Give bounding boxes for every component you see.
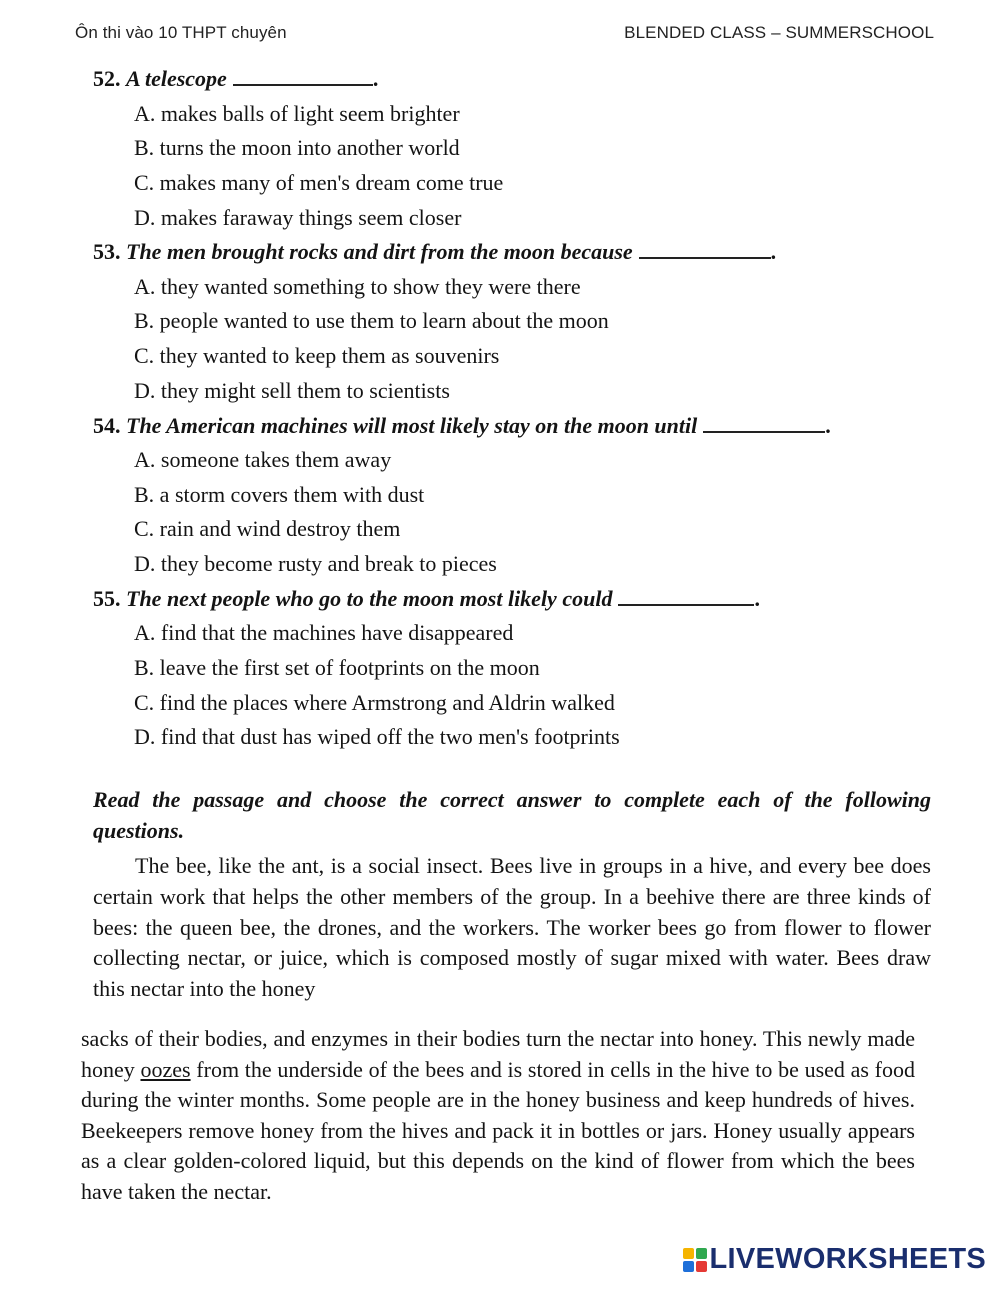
- option-c: C. they wanted to keep them as souvenirs: [134, 343, 500, 369]
- question-stem: [93, 62, 953, 97]
- option-b: B. turns the moon into another world: [134, 135, 460, 161]
- logo-square: [696, 1248, 707, 1259]
- passage-paragraph-2: [81, 1024, 915, 1208]
- option-a: A. they wanted something to show they were there: [134, 273, 581, 299]
- question-number: 55.: [93, 585, 121, 611]
- question-stem: [93, 409, 953, 444]
- option-d: D. they become rusty and break to pieces: [134, 551, 497, 577]
- question-text: The next people who go to the moon most likely could: [126, 585, 613, 611]
- logo-square: [696, 1261, 707, 1272]
- logo-text: LIVEWORKSHEETS: [709, 1243, 986, 1275]
- question-number: 52.: [93, 66, 121, 91]
- answer-blank: [618, 587, 754, 606]
- option-d: D. makes faraway things seem closer: [134, 204, 462, 230]
- header-course-title: Ôn thi vào 10 THPT chuyên: [75, 23, 287, 42]
- question-list: [93, 62, 953, 755]
- question-text: The men brought rocks and dirt from the moon because: [126, 239, 633, 265]
- question-end: .: [372, 66, 379, 91]
- passage-text: from the underside of the bees and is stored in cells in the hive to be used as food during the winter months. Some people are in the honey business and keep hundreds of hives. Beekeepers remove honey from the hives and pack it in bottles or jars. Honey usually appears as a clear golden-colored liquid, but this depends on the kind of flower from which the bees have taken the nectar.: [81, 1056, 915, 1204]
- option-a: A. find that the machines have disappeared: [134, 620, 514, 646]
- question-end: .: [825, 412, 831, 438]
- underlined-word: oozes: [140, 1056, 191, 1082]
- option-a: A. someone takes them away: [134, 447, 392, 472]
- option-c: C. makes many of men's dream come true: [134, 169, 504, 195]
- question-end: .: [754, 585, 760, 611]
- question-52: [93, 62, 953, 235]
- question-text: A telescope: [126, 66, 227, 91]
- answer-blank: [233, 67, 373, 86]
- answer-blank: [639, 240, 771, 259]
- option-c: C. rain and wind destroy them: [134, 516, 401, 542]
- logo-mark-icon: [683, 1248, 707, 1272]
- question-text: The American machines will most likely stay on the moon until: [126, 412, 698, 438]
- question-53: [93, 235, 953, 408]
- passage-text: sacks of their bodies, and enzymes in their bodies turn the nectar into honey. This newly made honey: [81, 1026, 915, 1082]
- question-end: .: [770, 239, 777, 265]
- option-d: D. find that dust has wiped off the two men's footprints: [134, 724, 620, 750]
- question-54: [93, 409, 953, 582]
- option-b: B. people wanted to use them to learn about the moon: [134, 308, 609, 334]
- liveworksheets-logo: [683, 1243, 987, 1276]
- header-class-name: BLENDED CLASS – SUMMERSCHOOL: [624, 23, 934, 42]
- option-b: B. a storm covers them with dust: [134, 481, 425, 507]
- option-d: D. they might sell them to scientists: [134, 377, 450, 403]
- question-number: 53.: [93, 239, 121, 265]
- question-stem: [93, 235, 953, 270]
- question-stem: [93, 582, 953, 617]
- logo-square: [683, 1248, 694, 1259]
- option-a: A. makes balls of light seem brighter: [134, 100, 460, 126]
- question-number: 54.: [93, 412, 121, 438]
- passage-instruction: Read the passage and choose the correct answer to complete each of the following questions.: [93, 787, 931, 843]
- option-b: B. leave the first set of footprints on the moon: [134, 654, 540, 680]
- question-55: [93, 582, 953, 755]
- option-c: C. find the places where Armstrong and Aldrin walked: [134, 689, 615, 715]
- answer-blank: [703, 414, 825, 433]
- passage-paragraph-1: The bee, like the ant, is a social insect. Bees live in groups in a hive, and every bee does certain work that helps the other members of the group. In a beehive there are three kinds of bees: the queen bee, the drones, and the workers. The worker bees go from flower to flower collecting nectar, or juice, which is composed mostly of sugar mixed with water. Bees draw this nectar into the honey: [93, 853, 931, 1002]
- logo-square: [683, 1261, 694, 1272]
